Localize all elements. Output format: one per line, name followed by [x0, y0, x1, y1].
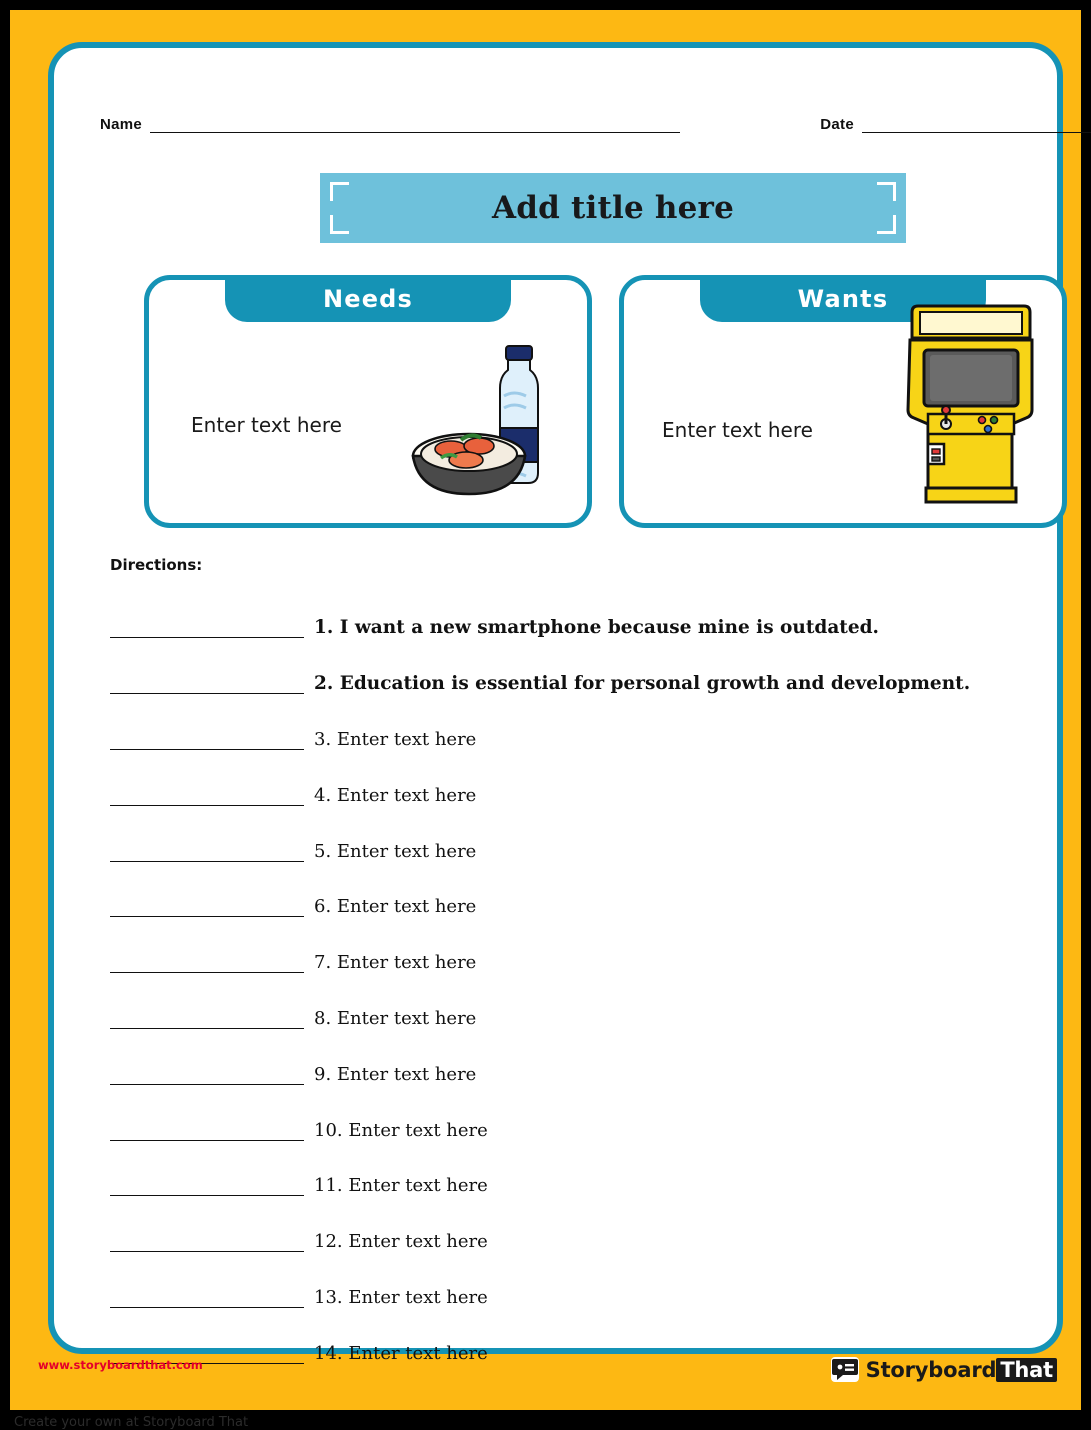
list-item-text: 14. Enter text here — [314, 1342, 488, 1364]
speech-bubble-icon — [831, 1357, 859, 1382]
list-item[interactable] — [110, 1158, 1070, 1214]
answer-blank-line[interactable] — [110, 1231, 304, 1252]
list-item-text: 13. Enter text here — [314, 1286, 488, 1308]
list-item[interactable] — [110, 656, 1070, 712]
answer-blank-line[interactable] — [110, 617, 304, 638]
needs-text-placeholder[interactable]: Enter text here — [191, 413, 342, 437]
answer-blank-line[interactable] — [110, 896, 304, 917]
name-date-row — [100, 103, 1091, 133]
water-bottle-and-food-bowl-icon — [411, 336, 571, 511]
date-label: Date — [820, 116, 854, 133]
directions-label: Directions: — [110, 556, 203, 574]
corner-bracket-icon — [330, 215, 349, 234]
answer-blank-line[interactable] — [110, 1175, 304, 1196]
answer-blank-line[interactable] — [110, 841, 304, 862]
list-item-text: 2. Education is essential for personal growth and development. — [314, 673, 971, 695]
needs-box[interactable] — [144, 275, 592, 528]
answer-blank-line[interactable] — [110, 1120, 304, 1141]
yellow-frame — [10, 10, 1081, 1410]
list-item[interactable] — [110, 600, 1070, 656]
list-item[interactable] — [110, 712, 1070, 768]
list-item[interactable] — [110, 1046, 1070, 1102]
list-item-text: 10. Enter text here — [314, 1119, 488, 1141]
bottom-caption: Create your own at Storyboard That — [14, 1415, 249, 1430]
list-item-text: 7. Enter text here — [314, 952, 477, 974]
brand-name-first: Storyboard — [865, 1357, 997, 1382]
wants-header-label: Wants — [797, 284, 889, 313]
answer-list — [110, 600, 1070, 1381]
list-item-text: 4. Enter text here — [314, 784, 477, 806]
date-input-line[interactable] — [862, 131, 1091, 133]
corner-bracket-icon — [877, 215, 896, 234]
answer-blank-line[interactable] — [110, 1064, 304, 1085]
list-item-text: 3. Enter text here — [314, 728, 477, 750]
list-item[interactable] — [110, 879, 1070, 935]
wants-box[interactable] — [619, 275, 1067, 528]
corner-bracket-icon — [877, 182, 896, 201]
name-input-line[interactable] — [150, 131, 680, 133]
list-item-text: 8. Enter text here — [314, 1007, 477, 1029]
page-title: Add title here — [491, 190, 735, 226]
list-item[interactable] — [110, 767, 1070, 823]
list-item-text: 1. I want a new smartphone because mine is outdated. — [314, 617, 879, 639]
list-item[interactable] — [110, 1270, 1070, 1326]
corner-bracket-icon — [330, 182, 349, 201]
needs-header — [225, 275, 511, 322]
list-item[interactable] — [110, 1214, 1070, 1270]
list-item-text: 11. Enter text here — [314, 1175, 488, 1197]
list-item-text: 12. Enter text here — [314, 1231, 488, 1253]
title-banner[interactable] — [320, 173, 906, 243]
answer-blank-line[interactable] — [110, 952, 304, 973]
answer-blank-line[interactable] — [110, 1287, 304, 1308]
list-item[interactable] — [110, 991, 1070, 1047]
wants-text-placeholder[interactable]: Enter text here — [662, 418, 813, 442]
answer-blank-line[interactable] — [110, 1008, 304, 1029]
list-item[interactable] — [110, 823, 1070, 879]
name-label: Name — [100, 116, 143, 133]
answer-blank-line[interactable] — [110, 785, 304, 806]
list-item-text: 9. Enter text here — [314, 1063, 477, 1085]
answer-blank-line[interactable] — [110, 673, 304, 694]
brand-name-second: That — [996, 1358, 1057, 1382]
needs-header-label: Needs — [322, 284, 414, 313]
list-item[interactable] — [110, 935, 1070, 991]
arcade-machine-icon — [906, 300, 1036, 515]
answer-blank-line[interactable] — [110, 729, 304, 750]
brand-logo — [831, 1357, 1057, 1382]
list-item-text: 5. Enter text here — [314, 840, 477, 862]
brand-name — [866, 1358, 1057, 1382]
footer-url[interactable]: www.storyboardthat.com — [38, 1358, 203, 1372]
list-item[interactable] — [110, 1102, 1070, 1158]
worksheet-sheet — [48, 42, 1063, 1364]
list-item-text: 6. Enter text here — [314, 896, 477, 918]
